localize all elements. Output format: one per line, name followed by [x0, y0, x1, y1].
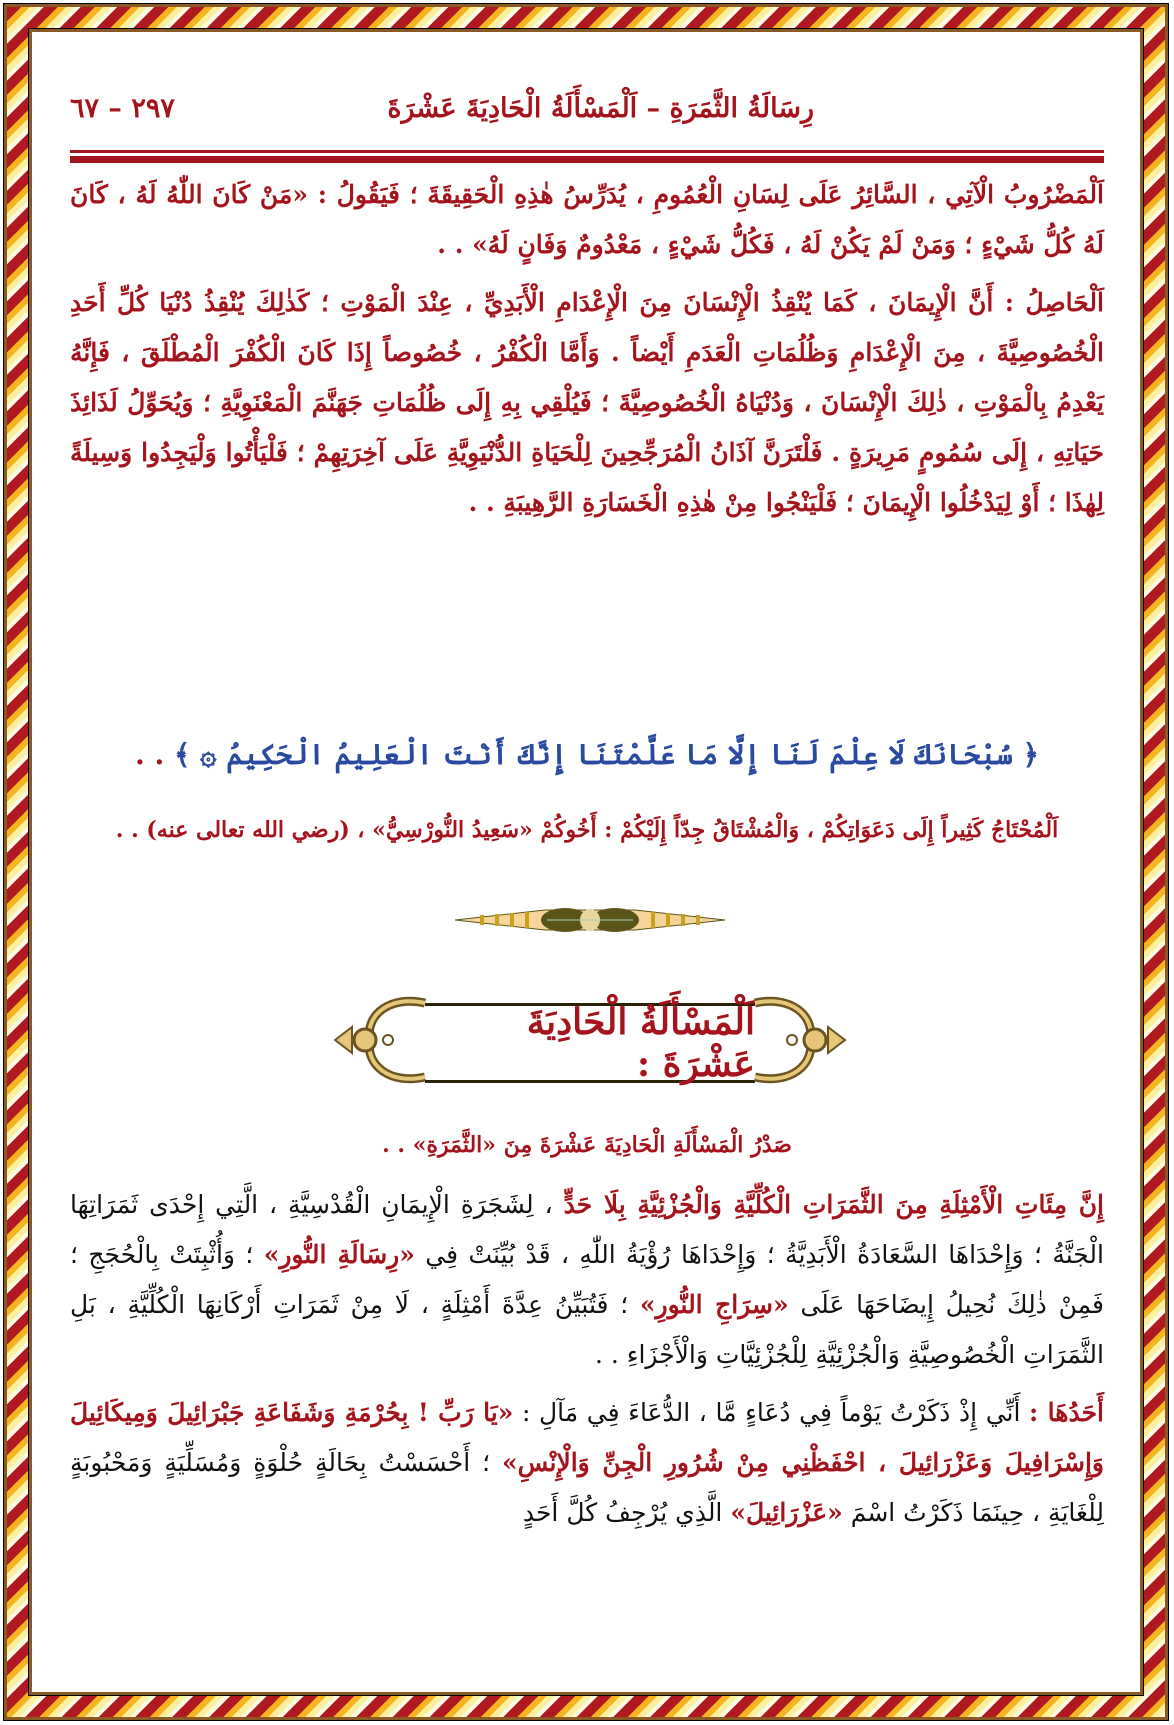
- running-title: رِسَالَةُ الثَّمَرَةِ – اَلْمَسْأَلَةُ الْحَادِيَةَ عَشْرَةَ: [387, 92, 814, 124]
- book-title-risale: «رِسَالَةِ النُّورِ»: [263, 1240, 415, 1269]
- scroll-ornament-left-icon: [330, 985, 440, 1095]
- quran-verse: ﴿ سُبْحَانَكَ لَا عِلْمَ لَنَا إِلَّا مَا عَلَّمْتَنَا إِنَّكَ أَنْتَ الْعَلِيمُ الْحَكِيمُ ۞ ﴾: [173, 738, 1039, 771]
- section2-text: [70, 1180, 1104, 1538]
- highlight-intro: إِنَّ مِئَاتِ الْأَمْثِلَةِ مِنَ الثَّمَرَاتِ الْكُلِّيَّةِ وَالْجُزْئِيَّةِ بِلَا حَدٍّ: [563, 1190, 1104, 1219]
- text-run: ؛ وَأُثْبِتَتْ بِالْحُجَجِ ؛ فَمِنْ ذٰلِكَ نُحِيلُ إِيضَاحَهَا عَلَى: [70, 1240, 1105, 1319]
- section-heading-cartouche: [330, 985, 850, 1095]
- quran-verse-line: [70, 730, 1104, 780]
- page-numbers: ٢٩٧ – ٦٧: [70, 92, 175, 124]
- prayer-quote: «يَا رَبِّ ! بِحُرْمَةِ وَشَفَاعَةِ جَبْرَائِيلَ وَمِيكَائِيلَ وَإِسْرَافِيلَ وَعَزْرَائِيلَ ، احْفَظْنِي مِنْ شُرُورِ الْجِنِّ وَالْإِنْسِ»: [70, 1398, 1104, 1477]
- first-example-label: أَحَدُهَا :: [1029, 1398, 1104, 1427]
- text-run: أَنِّي إِذْ ذَكَرْتُ يَوْماً فِي دُعَاءٍ مَّا ، الدُّعَاءَ فِي مَآلِ :: [513, 1398, 1030, 1427]
- ornamental-divider-icon: [455, 905, 725, 935]
- text-run: ؛ فَتُبَيِّنُ عِدَّةَ أَمْثِلَةٍ ، لَا مِنْ ثَمَرَاتِ أَرْكَانِهَا الْكُلِّيَّةِ ، بَلِ الثَّمَرَاتِ الْخُصُوصِيَّةِ وَالْجُزْئِيَّةِ لِلْجُزْئِيَّاتِ وَالْأَجْزَاءِ . .: [70, 1290, 1104, 1369]
- paragraph-first-example: [70, 1388, 1104, 1538]
- section-subheading: صَدْرُ الْمَسْأَلَةِ الْحَادِيَةَ عَشْرَةَ مِنَ «الثَّمَرَةِ» . .: [382, 1132, 792, 1158]
- verse-suffix: . .: [134, 738, 174, 771]
- text-run: ، لِشَجَرَةِ الْإِيمَانِ الْقُدْسِيَّةِ ، الَّتِي إِحْدَى ثَمَرَاتِهَا الْجَنَّةُ ؛ وَإِحْدَاهَا السَّعَادَةُ الْأَبَدِيَّةُ ؛ وَإِحْدَاهَا رُؤْيَةُ اللّٰهِ ، قَدْ بُيِّنَتْ فِي: [70, 1190, 1104, 1269]
- header-double-rule: [70, 150, 1104, 165]
- paragraph-proverb: اَلْمَضْرُوبُ الْآتِي ، السَّائِرُ عَلَى لِسَانِ الْعُمُومِ ، يُدَرِّسُ هٰذِهِ الْحَقِيقَةَ ؛ فَيَقُولُ : «مَنْ كَانَ اللّٰهُ لَهُ ، كَانَ لَهُ كُلُّ شَيْءٍ ؛ وَمَنْ لَمْ يَكُنْ لَهُ ، فَكُلُّ شَيْءٍ ، مَعْدُومٌ وَفَانٍ لَهُ» . .: [70, 180, 1104, 259]
- signature-line: اَلْمُحْتَاجُ كَثِيراً إِلَى دَعَوَاتِكُمْ ، وَالْمُشْتَاقُ جِدّاً إِلَيْكُمْ : أَخُوكُمْ «سَعِيدُ النُّورْسِيُّ» ، (رضي الله تعالى عنه) . .: [115, 817, 1059, 843]
- paragraph-fruits-of-faith: [70, 1180, 1104, 1380]
- scroll-ornament-right-icon: [740, 985, 850, 1095]
- azrael-name: «عَزْرَائِيلَ»: [730, 1498, 843, 1527]
- paragraph-conclusion: اَلْحَاصِلُ : أَنَّ الْإِيمَانَ ، كَمَا يُنْقِذُ الْإِنْسَانَ مِنَ الْإِعْدَامِ الْأَبَدِيِّ ، عِنْدَ الْمَوْتِ ؛ كَذٰلِكَ يُنْقِذُ دُنْيَا كُلِّ أَحَدِ الْخُصُوصِيَّةَ ، مِنَ الْإِعْدَامِ وَظُلُمَاتِ الْعَدَمِ أَيْضاً . وَأَمَّا الْكُفْرُ ، خُصُوصاً إِذَا كَانَ الْكُفْرَ الْمُطْلَقَ ، فَإِنَّهُ يَعْدِمُ بِالْمَوْتِ ، ذٰلِكَ الْإِنْسَانَ ، وَدُنْيَاهُ الْخُصُوصِيَّةَ ؛ فَيُلْقِي بِهِ إِلَى ظُلُمَاتِ جَهَنَّمَ الْمَعْنَوِيَّةِ ؛ وَيُحَوِّلُ لَذَائِذَ حَيَاتِهِ ، إِلَى سُمُومٍ مَرِيرَةٍ . فَلْتَرَنَّ آذَانُ الْمُرَجِّحِينَ لِلْحَيَاةِ الدُّنْيَوِيَّةِ عَلَى آخِرَتِهِمْ ؛ فَلْيَأْتُوا وَلْيَجِدُوا وَسِيلَةً لِهٰذَا ؛ أَوْ لِيَدْخُلُوا الْإِيمَانَ ؛ فَلْيَنْجُوا مِنْ هٰذِهِ الْخَسَارَةِ الرَّهِيبَةِ . .: [70, 288, 1104, 517]
- text-run: ؛ أَحْسَسْتُ بِحَالَةٍ حُلْوَةٍ وَمُسَلِّيَةٍ وَمَحْبُوبَةٍ لِلْغَايَةِ ، حِينَمَا ذَكَرْتُ اسْمَ: [70, 1448, 1104, 1527]
- section1-text: [70, 170, 1104, 528]
- running-header: [70, 88, 1104, 128]
- book-title-siraj: «سِرَاجِ النُّورِ»: [639, 1290, 789, 1319]
- section-heading: اَلْمَسْأَلَةُ الْحَادِيَةَ عَشْرَةَ :: [425, 1003, 755, 1083]
- text-run: الَّذِي يُرْجِفُ كُلَّ أَحَدٍ: [522, 1498, 731, 1527]
